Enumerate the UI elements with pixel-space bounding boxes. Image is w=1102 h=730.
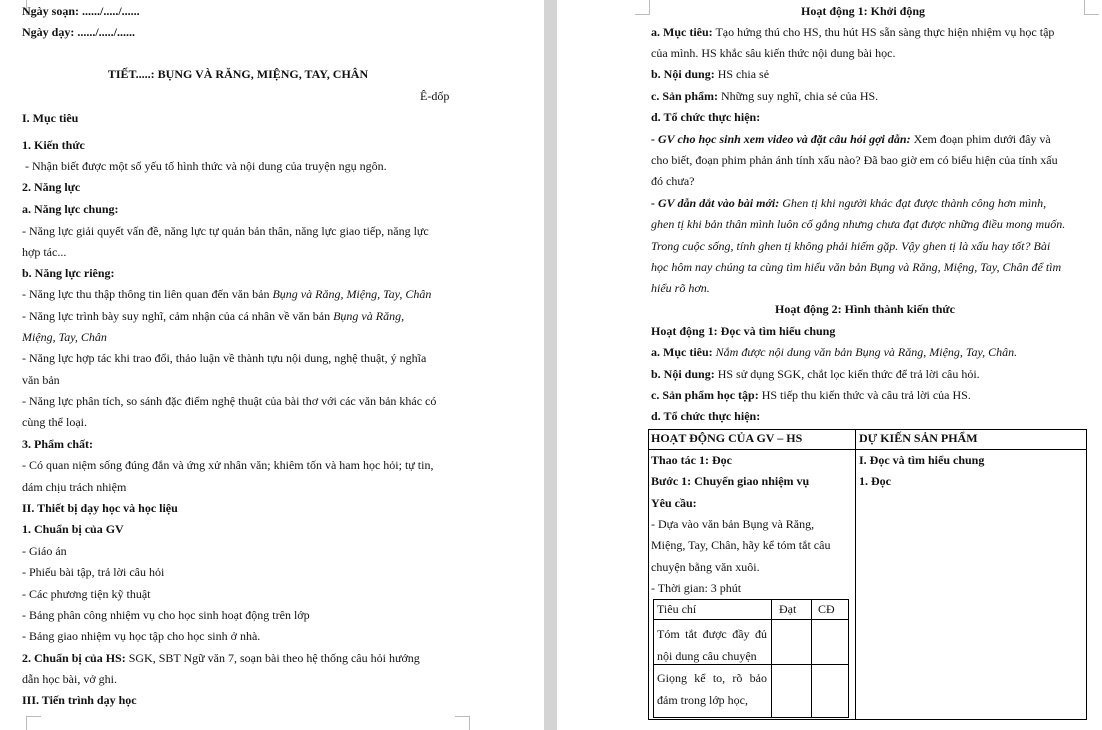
lesson-title: TIẾT.....: BỤNG VÀ RĂNG, MIỆNG, TAY, CHÂN <box>107 67 369 81</box>
body-line: b. Nội dung: HS chia sẻ <box>651 67 770 81</box>
table-cell-line: Bước 1: Chuyển giao nhiệm vụ <box>651 474 810 488</box>
sub-heading: d. Tổ chức thực hiện: <box>651 409 761 423</box>
activity-table <box>648 429 1087 719</box>
table-cell-line: 1. Đọc <box>859 474 891 488</box>
body-line: dẫn học bài, vở ghi. <box>22 672 117 686</box>
document-page-right <box>557 0 1102 730</box>
body-line: cho biết, đoạn phim phản ánh tính xấu nào? Đã bao giờ em có biểu hiện của tính xấu <box>651 153 1058 167</box>
body-line: - Năng lực hợp tác khi trao đổi, thảo luận về thành tựu nội dung, nghệ thuật, ý nghĩa <box>22 351 427 365</box>
page-gutter <box>544 0 557 730</box>
body-line: Trong cuộc sống, tính ghen tị không phải hiếm gặp. Vậy ghen tị là xấu hay tốt? Bài <box>651 239 1051 253</box>
body-line: - Năng lực thu thập thông tin liên quan đến văn bản Bụng và Răng, Miệng, Tay, Chân <box>22 287 432 301</box>
activity-heading: Hoạt động 2: Hình thành kiến thức <box>775 302 955 316</box>
sub-heading: Hoạt động 1: Đọc và tìm hiểu chung <box>651 324 836 338</box>
body-line: - Có quan niệm sống đúng đắn và ứng xử nhân văn; khiêm tốn và ham học hỏi; tự tin, <box>22 458 434 472</box>
body-line: c. Sản phẩm: Những suy nghĩ, chia sẻ của HS. <box>651 89 879 103</box>
table-cell-line: chuyện bằng văn xuôi. <box>651 560 760 574</box>
sub-heading: 3. Phẩm chất: <box>22 437 93 451</box>
criteria-header: Tiêu chí <box>657 602 697 616</box>
section-heading: II. Thiết bị dạy học và học liệu <box>22 501 178 515</box>
teach-date: Ngày dạy: ....../...../...... <box>22 25 136 39</box>
body-line: - Năng lực phân tích, so sánh đặc điểm nghệ thuật của bài thơ với các văn bản khác có <box>22 394 437 408</box>
crop-mark <box>26 716 41 730</box>
body-line: đó chưa? <box>651 174 695 188</box>
table-cell-line: Thao tác 1: Đọc <box>651 453 732 467</box>
section-heading: I. Mục tiêu <box>22 111 79 125</box>
body-line: hiểu rõ hơn. <box>651 281 710 295</box>
activity-heading: Hoạt động 1: Khởi động <box>801 4 926 18</box>
criteria-header: CĐ <box>818 602 835 616</box>
body-line: - Phiếu bài tập, trả lời câu hỏi <box>22 565 165 579</box>
sub-heading: b. Năng lực riêng: <box>22 266 115 280</box>
sub-heading: d. Tổ chức thực hiện: <box>651 110 761 124</box>
table-cell-line: - Dựa vào văn bản Bụng và Răng, <box>651 517 815 531</box>
sub-heading: 1. Kiến thức <box>22 138 85 152</box>
body-line: của mình. HS khắc sâu kiến thức nội dung bài học. <box>651 46 896 60</box>
body-line: - Bảng giao nhiệm vụ học tập cho học sinh ở nhà. <box>22 629 261 643</box>
criteria-table <box>653 599 849 717</box>
crop-mark <box>1084 0 1099 15</box>
body-line: - Năng lực trình bày suy nghĩ, cảm nhận của cá nhân về văn bản Bụng và Răng, <box>22 309 405 323</box>
table-cell-line: Miệng, Tay, Chân, hãy kể tóm tắt câu <box>651 538 831 552</box>
sub-heading: a. Năng lực chung: <box>22 202 119 216</box>
criteria-header: Đạt <box>779 602 797 616</box>
crop-mark <box>455 716 470 730</box>
body-line: cùng thể loại. <box>22 415 87 429</box>
body-line: - Các phương tiện kỹ thuật <box>22 587 151 601</box>
sub-heading: 1. Chuẩn bị của GV <box>22 522 124 536</box>
body-line: văn bản <box>22 373 60 387</box>
body-line: c. Sản phẩm học tập: HS tiếp thu kiến thức và câu trả lời của HS. <box>651 388 971 402</box>
body-line: a. Mục tiêu: Tạo hứng thú cho HS, thu hút HS sẵn sàng thực hiện nhiệm vụ học tập <box>651 25 1055 39</box>
body-line: ghen tị khi bản thân mình luôn cố gắng nhưng chưa đạt được những điều mong muốn. <box>651 217 1066 231</box>
section-heading: III. Tiến trình dạy học <box>22 693 137 707</box>
body-line: - Giáo án <box>22 544 67 558</box>
body-line: 2. Chuẩn bị của HS: SGK, SBT Ngữ văn 7, soạn bài theo hệ thống câu hỏi hướng <box>22 651 420 665</box>
body-line: - GV cho học sinh xem video và đặt câu hỏi gợi dẫn: Xem đoạn phim dưới đây và <box>651 132 1051 146</box>
criteria-cell: Giọng kể to, rõ bảo đảm trong lớp học, <box>657 671 767 707</box>
body-line: - GV dẫn dắt vào bài mới: Ghen tị khi người khác đạt được thành công hơn mình, <box>651 196 1047 210</box>
body-line: học hôm nay chúng ta cùng tìm hiểu văn bản Bụng và Răng, Miệng, Tay, Chân để tìm <box>651 260 1062 274</box>
body-line: - Bảng phân công nhiệm vụ cho học sinh hoạt động trên lớp <box>22 608 310 622</box>
body-line: b. Nội dung: HS sử dụng SGK, chắt lọc kiến thức để trả lời câu hỏi. <box>651 367 980 381</box>
body-line: hợp tác... <box>22 245 67 259</box>
author-name: Ê-dốp <box>420 89 450 103</box>
body-line: - Nhận biết được một số yếu tố hình thức và nội dung của truyện ngụ ngôn. <box>25 159 387 173</box>
body-line: a. Mục tiêu: Nắm được nội dung văn bản Bụng và Răng, Miệng, Tay, Chân. <box>651 345 1018 359</box>
sub-heading: 2. Năng lực <box>22 180 81 194</box>
table-cell-line: Yêu cầu: <box>651 496 697 510</box>
criteria-cell: Tóm tắt được đầy đủ nội dung câu chuyện <box>657 627 767 663</box>
table-header-left: HOẠT ĐỘNG CỦA GV – HS <box>651 431 803 445</box>
table-header-right: DỰ KIẾN SẢN PHẨM <box>859 431 978 445</box>
body-line: dám chịu trách nhiệm <box>22 480 127 494</box>
crop-mark <box>635 0 650 15</box>
document-page-left <box>0 0 544 730</box>
table-cell-line: I. Đọc và tìm hiểu chung <box>859 453 985 467</box>
body-line: - Năng lực giải quyết vấn đề, năng lực tự quản bản thân, năng lực giao tiếp, năng lực <box>22 224 429 238</box>
table-cell-line: - Thời gian: 3 phút <box>651 581 742 595</box>
prep-date: Ngày soạn: ....../...../...... <box>22 4 140 18</box>
body-line: Miệng, Tay, Chân <box>22 330 107 344</box>
